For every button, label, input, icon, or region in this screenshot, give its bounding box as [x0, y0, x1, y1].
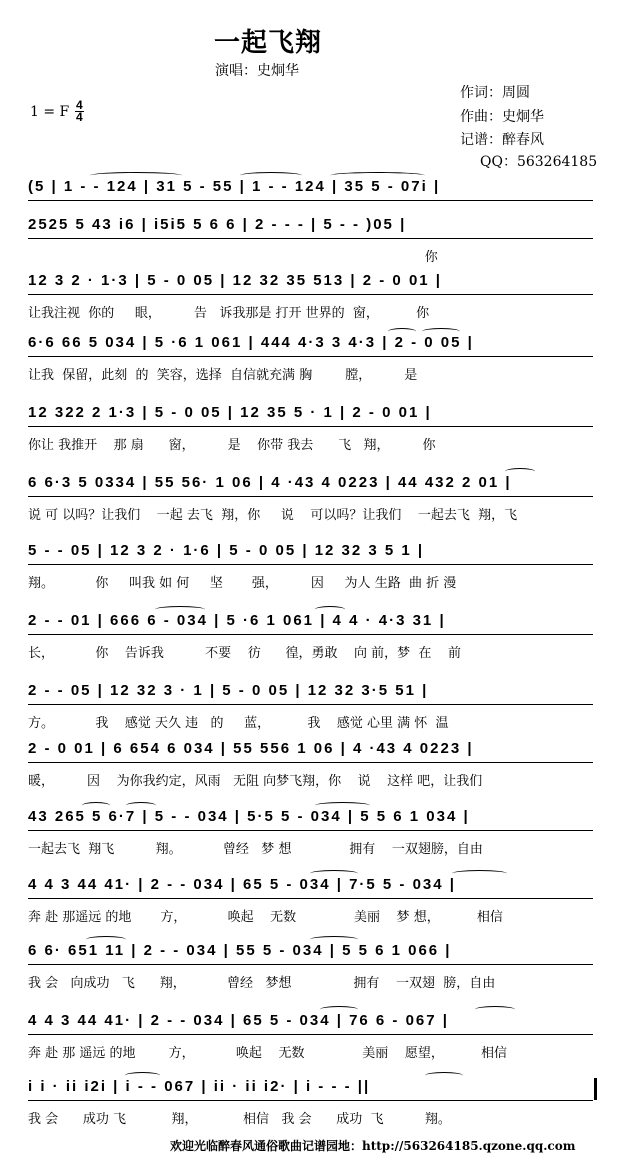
notation-line: 6 6·3 5 0334 | 55 56· 1 06 | 4 ·43 4 0223 | 44 432 2 01 |: [28, 474, 593, 497]
notation-line: 2 - - 05 | 12 32 3 · 1 | 5 - 0 05 | 12 32 3·5 51 |: [28, 682, 593, 705]
lyric-line: 我 会 向成功 飞 翔， 曾经 梦想 拥有 一双翅 膀，自由: [28, 976, 496, 991]
lyric-line: 我 会 成功 飞 翔， 相信 我 会 成功 飞 翔。: [28, 1112, 451, 1127]
staff-row: [0, 808, 623, 880]
staff-row: [0, 334, 623, 406]
lyric-line: 翔。 你 叫我 如 何 坚 强， 因 为人 生路 曲 折 漫: [28, 576, 457, 591]
transcriber-credit: 记谱：醉春风: [460, 132, 544, 148]
notation-line: 12 3 2 · 1·3 | 5 - 0 05 | 12 32 35 513 | 2 - 0 01 |: [28, 272, 593, 295]
notation-line: i i · ii i2i | i - - 067 | ii · ii i2· | i - - - ||: [28, 1078, 593, 1101]
final-barline: [594, 1078, 597, 1100]
lyric-line: 奔 赴 那 遥远 的地 方， 唤起 无数 美丽 愿望， 相信: [28, 1046, 508, 1061]
lyricist-credit: 作词：周圆: [460, 85, 530, 101]
notation-line: (5 | 1 - - 124 | 31 5 - 55 | 1 - - 124 | 35 5 - 07i |: [28, 178, 593, 201]
time-signature-top: 4: [76, 98, 83, 112]
lyric-line: 奔 赴 那遥远 的地 方， 唤起 无数 美丽 梦 想， 相信: [28, 910, 503, 925]
footer-website: 欢迎光临醉春风通俗歌曲记谱园地：http://563264185.qzone.qq.com: [170, 1139, 576, 1153]
staff-row: [0, 404, 623, 476]
notation-line: 2 - - 01 | 666 6 - 034 | 5 ·6 1 061 | 4 4 · 4·3 31 |: [28, 612, 593, 635]
notation-line: 6·6 66 5 034 | 5 ·6 1 061 | 444 4·3 3 4·3 | 2 - 0 05 |: [28, 334, 593, 357]
time-signature: [75, 100, 84, 123]
staff-row: [0, 542, 623, 614]
notation-line: 4 4 3 44 41· | 2 - - 034 | 65 5 - 034 | 7·5 5 - 034 |: [28, 876, 593, 899]
notation-line: 6 6· 651 11 | 2 - - 034 | 55 5 - 034 | 5 5 6 1 066 |: [28, 942, 593, 965]
notation-line: 2525 5 43 i6 | i5i5 5 6 6 | 2 - - - | 5 - - )05 |: [28, 216, 593, 239]
lyric-line: 说 可 以吗？让我们 一起 去飞 翔，你 说 可以吗？让我们 一起去飞 翔，飞: [28, 508, 518, 523]
lyric-line: 让我 保留，此刻 的 笑容，选择 自信就充满 胸 膛， 是: [28, 368, 418, 383]
staff-row: [0, 1012, 623, 1084]
staff-row: [0, 612, 623, 684]
composer-credit: 作曲：史炯华: [460, 109, 544, 125]
notation-line: 4 4 3 44 41· | 2 - - 034 | 65 5 - 034 | 76 6 - 067 |: [28, 1012, 593, 1035]
time-signature-bottom: 4: [76, 110, 83, 124]
notation-line: 12 322 2 1·3 | 5 - 0 05 | 12 35 5 · 1 | 2 - 0 01 |: [28, 404, 593, 427]
lyric-line: 暖， 因 为你我约定，风雨 无阻 向梦飞翔，你 说 这样 吧，让我们: [28, 774, 483, 789]
lyric-line: 让我注视 你的 眼， 告 诉我那是 打开 世界的 窗， 你: [28, 306, 430, 321]
notation-line: 2 - 0 01 | 6 654 6 034 | 55 556 1 06 | 4 ·43 4 0223 |: [28, 740, 593, 763]
staff-row: [0, 942, 623, 1014]
key-signature: 1 = F: [30, 104, 70, 120]
lyric-line: 长， 你 告诉我 不要 彷 徨，勇敢 向 前，梦 在 前: [28, 646, 461, 661]
qq-contact: QQ：563264185: [480, 154, 598, 170]
lyric-line: 一起去飞 翔飞 翔。 曾经 梦 想 拥有 一双翅膀，自由: [28, 842, 483, 857]
song-title: 一起飞翔: [214, 28, 323, 58]
lyric-line: 你: [28, 250, 438, 265]
staff-row: [0, 474, 623, 546]
notation-line: 43 265 5 6·7 | 5 - - 034 | 5·5 5 - 034 | 5 5 6 1 034 |: [28, 808, 593, 831]
lyric-line: 方。 我 感觉 天久 违 的 蓝， 我 感觉 心里 满 怀 温: [28, 716, 449, 731]
singer-credit: 演唱：史炯华: [215, 63, 299, 79]
notation-line: 5 - - 05 | 12 3 2 · 1·6 | 5 - 0 05 | 12 32 3 5 1 |: [28, 542, 593, 565]
lyric-line: 你让 我推开 那 扇 窗， 是 你带 我去 飞 翔， 你: [28, 438, 436, 453]
